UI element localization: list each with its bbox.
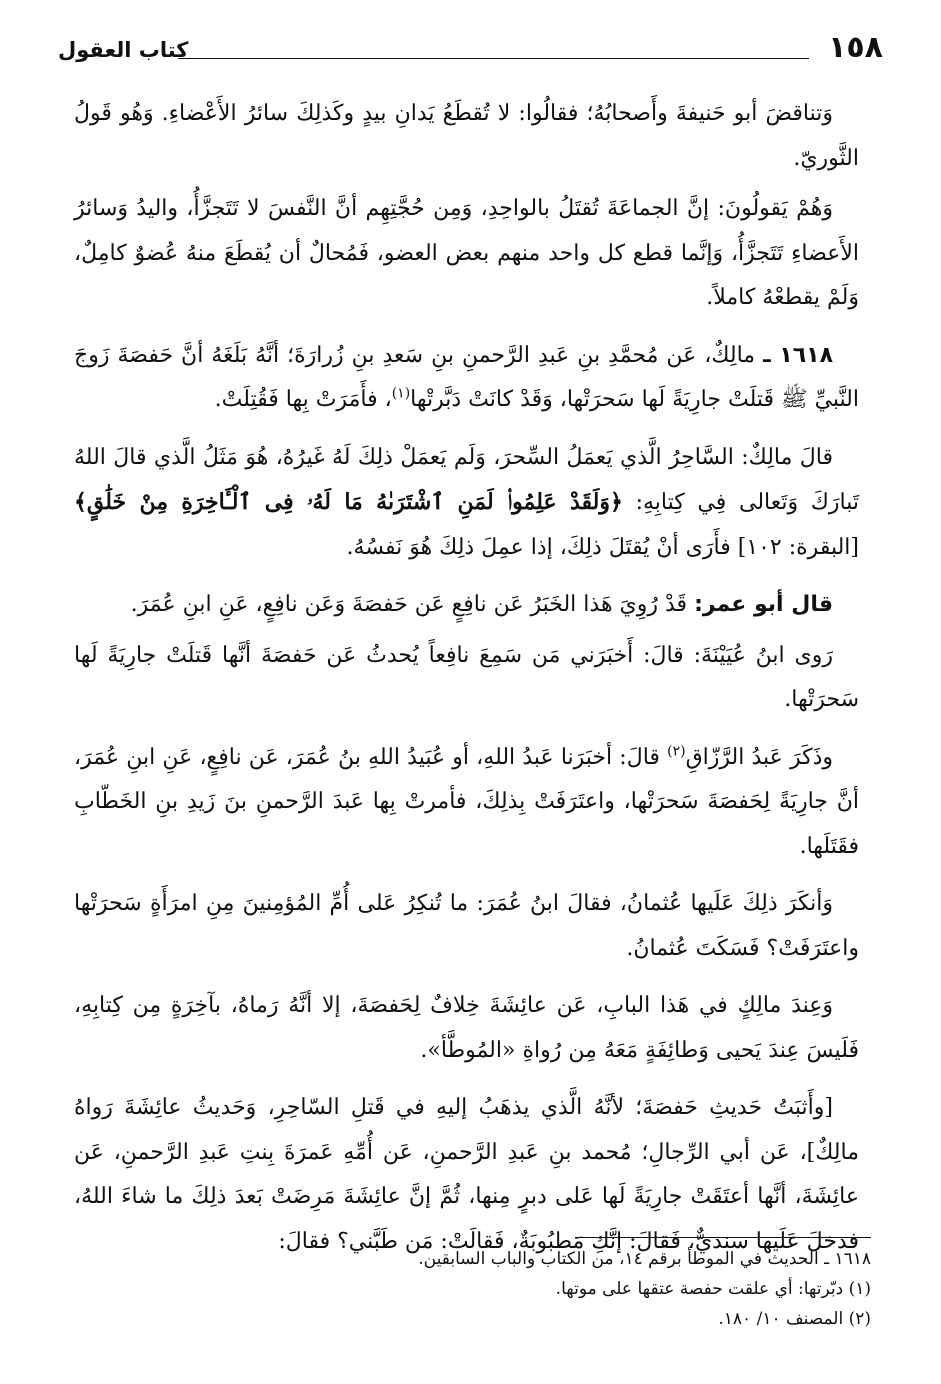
page-number: ١٥٨ xyxy=(828,30,883,65)
paragraph-uthman: وَأنكَرَ ذلِكَ عَلَيها عُثمانُ، فقالَ ابنُ عُمَرَ: ما تُنكِرُ عَلى أُمِّ المُؤمِنينَ مِنِ امرَأَةٍ سَحرَتْها واعتَرَفَتْ؟ فَسَكَتَ عُثمانُ. xyxy=(74,891,859,961)
paragraph-hafsa-hadith: [وأَثبَتُ حَديثِ حَفصَةَ؛ لأنَّهُ الَّذي يذهَبُ إليهِ في قَتلِ السّاحِرِ، وَحَديثُ عائِشَةَ رَواهُ مالِكٌ]، عَن أبي الرِّجالِ؛ مُحمد بنِ عَبدِ الرَّحمنِ، عَن أُمِّهِ عَمرَةَ بِنتِ عَبدِ الرَّحمنِ، عَن عائِشَةَ، أنَّها أعتَقَتْ جارِيَةً لَها عَلى دبرٍ مِنها، ثُمَّ إنَّ عائِشَةَ مَرِضَتْ بَعدَ ذلِكَ ما شاءَ اللهُ، فدخلَ عَلَيها سنديٌّ، فَقالَ: إنَّكِ مَطبُوبَةٌ، فَقالَتْ: مَن طَبَّني؟ فقالَ: xyxy=(74,1095,859,1254)
footnote-ref-1: (١) xyxy=(391,385,411,402)
paragraph-2: وَهُمْ يَقولُونَ: إنَّ الجماعَةَ تُقتَلُ بالواحِدِ، وَمِن حُجَّتِهِم أنَّ النَّفسَ لا تَتَجزَّأُ، واليدُ وَسائرُ الأَعضاءِ تَتَجزَّأُ، وَإنَّما قطع كل واحد منهم بعض العضو، فَمُحالٌ أن يُقطَعَ منهُ عُضوٌ كامِلٌ، وَلَمْ يقطعْهُ كاملاً. xyxy=(74,196,859,310)
footnote-hadith: ١٦١٨ ـ الحديث في الموطأ برقم ١٤، من الكتاب والباب السابقين. xyxy=(418,1249,871,1269)
paragraph-ibn-uyayna: رَوى ابنُ عُيَيْنَةَ: قالَ: أَخبَرَني مَن سَمِعَ نافِعاً يُحدثُ عَن حَفصَةَ أنَّها قَتلَتْ جارِيَةً لَها سَحرَتْها. xyxy=(74,642,859,712)
paragraph-1: وَتناقضَ أبو حَنيفةَ وأَصحابُهُ؛ فقالُوا: لا تُقطَعُ يَدانِ بيدٍ وكَذلِكَ سائرُ الأَعْضاءِ. وَهُو قَولُ الثَّوريّ. xyxy=(74,101,859,171)
razzaq-text-a: وذَكَرَ عَبدُ الرَّزّاقِ xyxy=(685,744,834,770)
footnotes xyxy=(74,1244,871,1334)
abu-umar-lead: قال أبو عمر: xyxy=(694,592,833,617)
abu-umar-paragraph xyxy=(74,583,859,628)
quran-verse: ﴿وَلَقَدْ عَلِمُوا۟ لَمَنِ ٱشْتَرَىٰهُ مَا لَهُۥ فِى ٱلْـَٔاخِرَةِ مِنْ خَلَٰقٍ﴾ xyxy=(74,489,623,515)
page-header xyxy=(58,30,883,70)
razzaq-text-b: قالَ: أخبَرَنا عَبدُ اللهِ، أو عُبَيدُ اللهِ بنُ عُمَرَ، عَن نافِعٍ، عَنِ ابنِ عُمَرَ، أنَّ جارِيَةً لِحَفصَةَ سَحرَتْها، واعتَرَفَتْ بِذلِكَ، فأمرتْ بِها عَبدَ الرَّحمنِ بنَ زَيدِ بنِ الخَطّابِ فقَتَلَها. xyxy=(74,744,859,859)
footnote-rule xyxy=(575,1237,871,1238)
malik-commentary xyxy=(74,436,859,571)
hadith-text-a: مالِكٌ، عَن مُحمَّدِ بنِ عَبدِ الرَّحمنِ بنِ سَعدِ بنِ زُرارَةَ؛ أنَّهُ بَلَغَهُ أنَّ حَفصَةَ زَوجَ النَّبيِّ ﷺ قَتلَتْ جارِيَةً لَها سَحرَتْها، وَقَدْ كانَتْ دَبَّرتْها xyxy=(74,342,859,412)
hadith-number: ١٦١٨ ـ xyxy=(763,342,833,368)
malik-text-a: قالَ مالِكٌ: السَّاحِرُ الَّذي يَعمَلُ السِّحرَ، وَلَم يَعمَلْ ذلِكَ لَهُ غَيرُهُ، هُوَ مَثَلُ الَّذي قالَ اللهُ تَبارَكَ وَتَعالى فِي كِتابِهِ: xyxy=(74,444,860,515)
running-title: كتاب العقول xyxy=(58,38,189,62)
footnote-2: (٢) المصنف ١٠/ ١٨٠. xyxy=(718,1309,871,1329)
paragraph-aisha: وَعِندَ مالِكٍ في هَذا البابِ، عَن عائِشَةَ خِلافٌ لِحَفصَةَ، إلا أنَّهُ رَماهُ، بآخِرَةٍ مِن كِتابِهِ، فَلَيسَ عِندَ يَحيى وَطائِفَةٍ مَعَهُ مِن رُواةِ «المُوطَّأ». xyxy=(74,993,859,1063)
malik-text-b: [البقرة: ١٠٢] فأَرَى أنْ يُقتَلَ ذلِكَ، إذا عمِلَ ذلِكَ هُوَ نَفسُهُ. xyxy=(346,534,859,560)
footnote-ref-2: (٢) xyxy=(667,743,686,760)
paragraph-abd-al-razzaq xyxy=(74,736,859,870)
header-rule xyxy=(178,58,809,59)
hadith-1618 xyxy=(74,334,859,423)
hadith-text-b: ، فأَمَرَتْ بِها فَقُتِلَتْ. xyxy=(214,387,392,412)
abu-umar-text: قَدْ رُوِيَ هَذا الخَبَرُ عَن نافِعٍ عَن حَفصَةَ وَعَن نافِعٍ، عَنِ ابنِ عُمَرَ. xyxy=(130,592,695,617)
main-text xyxy=(74,92,859,1277)
footnote-1: (١) دبّرتها: أي علقت حفصة عتقها على موتها. xyxy=(555,1279,871,1299)
